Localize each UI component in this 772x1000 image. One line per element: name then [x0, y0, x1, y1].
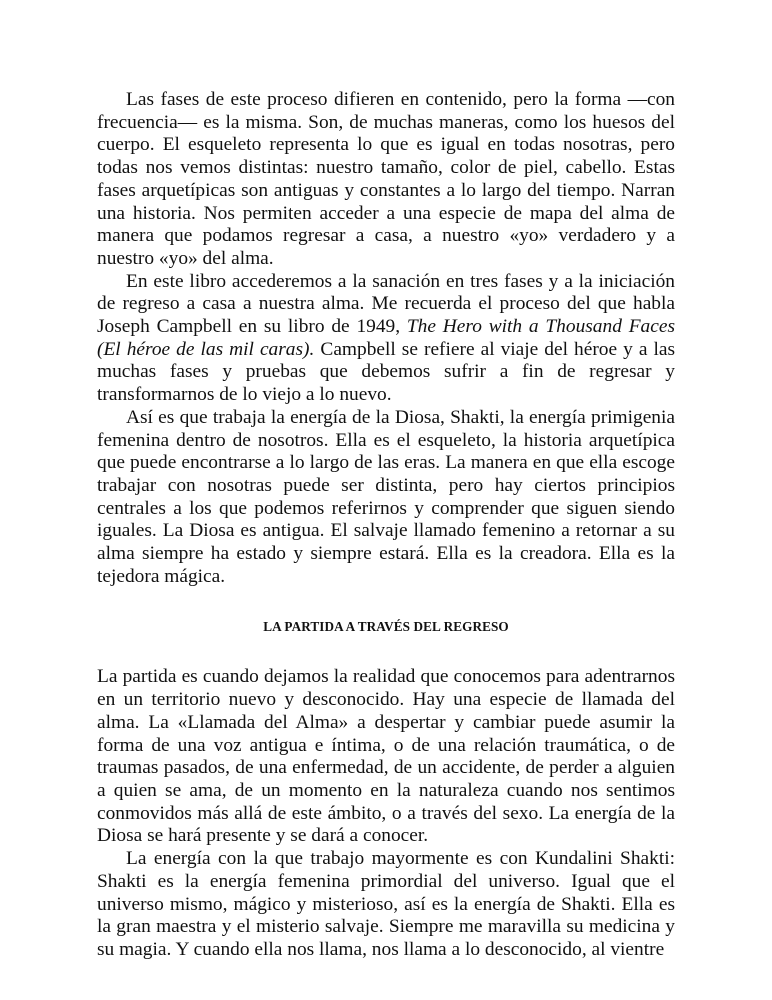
paragraph-departure: La partida es cuando dejamos la realidad que conocemos para adentrarnos en un territorio nuevo y desconocido. Hay una especie de llamada del alma. La «Llamada del Alma» a despertar y cambiar puede asumir la forma de una voz antigua e íntima, o de una relación traumática, o de traumas pasados, de una enfermedad, de un accidente, de perder a alguien a quien se ama, de un momento en la naturaleza cuando nos sentimos conmovidos más allá de este ámbito, o a través del sexo. La energía de la Diosa se hará presente y se dará a conocer. — [97, 666, 675, 847]
campbell-text-after: Campbell se refiere al viaje del héroe y a las muchas fases y pruebas que debemos sufrir a fin de regresar y transformarnos de lo viejo a lo nuevo. — [97, 338, 676, 406]
campbell-text-before: En este libro accederemos a la sanación en tres fases y a la iniciación de regreso a casa a nuestra alma. Me recuerda el proceso del que habla Joseph Campbell en su libro de 1949, — [97, 270, 675, 338]
book-page — [97, 89, 675, 962]
section-heading: LA PARTIDA A TRAVÉS DEL REGRESO — [263, 619, 509, 635]
paragraph-phases: Las fases de este proceso difieren en contenido, pero la forma —con frecuencia— es la misma. Son, de muchas maneras, como los huesos del cuerpo. El esqueleto representa lo que es igual en todas nosotras, pero todas nos vemos distintas: nuestro tamaño, color de piel, cabello. Estas fases arquetípicas son antiguas y constantes a lo largo del tiempo. Narran una historia. Nos permiten acceder a una especie de mapa del alma de manera que podamos regresar a casa, a nuestro «yo» verdadero y a nuestro «yo» del alma. — [97, 89, 675, 269]
paragraph-goddess: Así es que trabaja la energía de la Diosa, Shakti, la energía primigenia femenina dentro de nosotros. Ella es el esqueleto, la historia arquetípica que puede encontrarse a lo largo de las eras. La manera en que ella escoge trabajar con nosotras puede ser distinta, pero hay ciertos principios centrales a los que podemos referirnos y comprender que siguen siendo iguales. La Diosa es antigua. El salvaje llamado femenino a retornar a su alma siempre ha estado y siempre estará. Ella es la creadora. Ella es la tejedora mágica. — [97, 406, 675, 587]
paragraph-campbell — [97, 271, 675, 407]
paragraph-kundalini: La energía con la que trabajo mayormente es con Kundalini Shakti: Shakti es la energía femenina primordial del universo. Igual que el universo mismo, mágico y misterioso, así es la energía de Shakti. Ella es la gran maestra y el misterio salvaje. Siempre me maravilla su medicina y su magia. Y cuando ella nos llama, nos llama a lo desconocido, al vientre — [97, 848, 675, 960]
book-title-italic: The Hero with a Thousand Faces (El héroe de las mil caras). — [97, 316, 675, 360]
